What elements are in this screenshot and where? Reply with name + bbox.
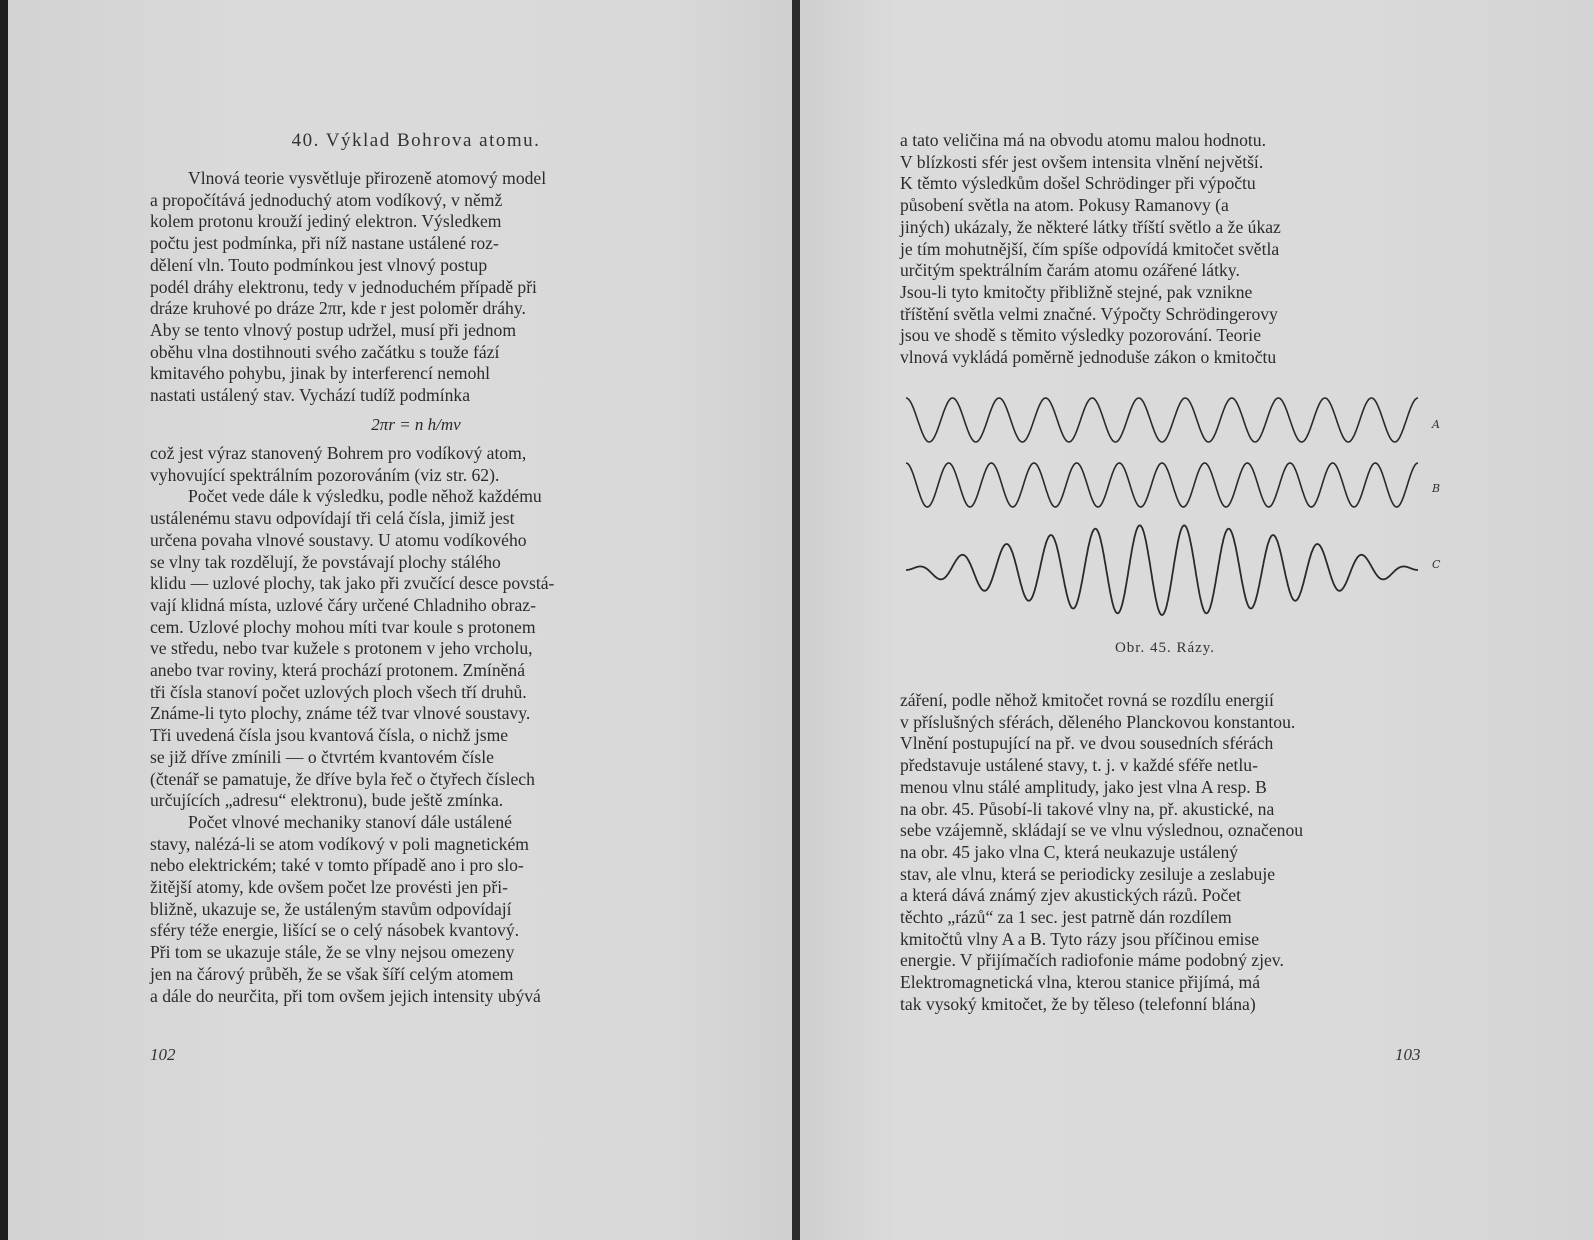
page-number-right: 103 xyxy=(1395,1045,1421,1064)
wave-label-c: C xyxy=(1432,558,1441,571)
text-line: Jsou-li tyto kmitočty přibližně stejné, pak vznikne xyxy=(900,281,1253,302)
text-line: Při tom se ukazuje stále, že se vlny nejsou omezeny xyxy=(150,942,515,963)
wave-label-a: A xyxy=(1432,418,1440,431)
text-line: ustálenému stavu odpovídají tři celá čísla, jimiž jest xyxy=(150,508,515,529)
left-text-block-2 xyxy=(150,443,682,1007)
text-line: cem. Uzlové plochy mohou míti tvar koule s protonem xyxy=(150,616,536,637)
page-number-left: 102 xyxy=(150,1045,176,1064)
text-line: Počet vlnové mechaniky stanoví dále ustálené xyxy=(188,811,512,832)
text-line: na obr. 45 jako vlna C, která neukazuje ustálený xyxy=(900,841,1239,862)
text-line: vyhovující spektrálním pozorováním (viz str. 62). xyxy=(150,464,500,485)
section-heading: 40. Výklad Bohrova atomu. xyxy=(291,130,541,151)
text-line: stavy, nalézá-li se atom vodíkový v poli magnetickém xyxy=(150,833,529,854)
text-line: a propočítává jednoduchý atom vodíkový, v němž xyxy=(150,189,503,210)
text-line: což jest výraz stanovený Bohrem pro vodíkový atom, xyxy=(150,443,527,463)
formula: 2πr = n h/mv xyxy=(371,415,461,434)
text-line: anebo tvar roviny, která prochází protonem. Zmíněná xyxy=(150,660,526,681)
text-line: (čtenář se pamatuje, že dříve byla řeč o čtyřech číslech xyxy=(150,768,535,789)
text-line: oběhu vlna dostihnouti svého začátku s touže fází xyxy=(150,341,500,362)
text-line: žitější atomy, kde ovšem počet lze provésti jen při- xyxy=(150,877,508,898)
text-line: a dále do neurčita, při tom ovšem jejich intensity ubývá xyxy=(150,985,541,1006)
text-line: nebo elektrickém; také v tomto případě ano i pro slo- xyxy=(150,855,524,876)
text-line: sebe vzájemně, skládají se ve vlnu výslednou, označenou xyxy=(900,820,1304,841)
text-line: záření, podle něhož kmitočet rovná se rozdílu energií xyxy=(900,690,1274,710)
book-gutter xyxy=(792,0,800,1240)
text-line: kmitočtů vlny A a B. Tyto rázy jsou příčinou emise xyxy=(900,928,1260,949)
text-line: bližně, ukazuje se, že ustáleným stavům odpovídají xyxy=(150,898,512,919)
text-line: ve středu, nebo tvar kužele s protonem v jeho vrcholu, xyxy=(150,638,533,659)
text-line: Tři uvedená čísla jsou kvantová čísla, o nichž jsme xyxy=(150,725,509,746)
text-line: jen na čárový průběh, že se však šíří celým atomem xyxy=(150,963,514,984)
text-line: se již dříve zmínili — o čtvrtém kvantovém čísle xyxy=(150,746,494,767)
text-line: těchto „rázů“ za 1 sec. jest patrně dán rozdílem xyxy=(900,907,1232,928)
text-line: Počet vede dále k výsledku, podle něhož každému xyxy=(188,486,542,507)
text-line: kmitavého pohybu, jinak by interferencí nemohl xyxy=(150,363,491,384)
text-line: dělení vln. Touto podmínkou jest vlnový postup xyxy=(150,254,488,275)
text-line: je tím mohutnější, čím spíše odpovídá kmitočet světla xyxy=(900,238,1280,259)
text-line: se vlny tak rozdělují, že povstávají plochy stálého xyxy=(150,551,501,572)
text-line: vají klidná místa, uzlové čáry určené Chladniho obraz- xyxy=(150,594,536,615)
wave-a xyxy=(906,398,1418,442)
wave-label-b: B xyxy=(1432,482,1441,495)
text-line: Vlnění postupující na př. ve dvou sousedních sférách xyxy=(900,733,1274,754)
text-line: Známe-li tyto plochy, známe též tvar vlnové soustavy. xyxy=(150,703,531,724)
text-line: tři čísla stanoví počet uzlových ploch všech tří druhů. xyxy=(150,681,527,702)
text-line: energie. V přijímačích radiofonie máme podobný zjev. xyxy=(900,950,1284,971)
text-line: působení světla na atom. Pokusy Ramanovy (a xyxy=(900,195,1229,216)
left-text-block-1 xyxy=(150,168,682,407)
text-line: nastati ustálený stav. Vychází tudíž podmínka xyxy=(150,385,471,406)
text-line: jsou ve shodě s těmito výsledky pozorování. Teorie xyxy=(900,325,1262,346)
text-line: dráze kruhové po dráze 2πr, kde r jest poloměr dráhy. xyxy=(150,298,526,319)
text-line: určujících „adresu“ elektronu), bude ještě zmínka. xyxy=(150,790,504,811)
text-line: Elektromagnetická vlna, kterou stanice přijímá, má xyxy=(900,972,1261,993)
text-line: jiných) ukázaly, že některé látky tříští světlo a že úkaz xyxy=(900,216,1281,237)
text-line: určena povaha vlnové soustavy. U atomu vodíkového xyxy=(150,529,527,550)
text-line: a tato veličina má na obvodu atomu malou hodnotu. xyxy=(900,130,1266,150)
text-line: sféry téže energie, lišící se o celý násobek kvantový. xyxy=(150,920,520,941)
text-line: představuje ustálené stavy, t. j. v každé sféře netlu- xyxy=(900,755,1258,776)
text-line: Vlnová teorie vysvětluje přirozeně atomový model xyxy=(188,168,547,188)
text-line: a která dává známý zjev akustických rázů. Počet xyxy=(900,885,1241,906)
text-line: tříštění světla velmi značné. Výpočty Schrödingerovy xyxy=(900,303,1278,324)
text-line: menou vlnu stálé amplitudy, jako jest vlna A resp. B xyxy=(900,776,1267,797)
beats-figure xyxy=(898,390,1468,630)
text-line: podél dráhy elektronu, tedy v jednoduchém případě při xyxy=(150,276,537,297)
text-line: stav, ale vlnu, která se periodicky zesiluje a zeslabuje xyxy=(900,863,1276,884)
text-line: V blízkosti sfér jest ovšem intensita vlnění největší. xyxy=(900,151,1264,172)
text-line: na obr. 45. Působí-li takové vlny na, př. akustické, na xyxy=(900,798,1275,819)
text-line: vlnová vykládá poměrně jednoduše zákon o kmitočtu xyxy=(900,347,1277,368)
wave-b xyxy=(906,463,1418,507)
right-text-block-1 xyxy=(900,130,1430,369)
text-line: kolem protonu krouží jediný elektron. Výsledkem xyxy=(150,211,502,232)
wave-c xyxy=(906,525,1418,615)
text-line: počtu jest podmínka, při níž nastane ustálené roz- xyxy=(150,233,499,254)
text-line: klidu — uzlové plochy, tak jako při zvučící desce povstá- xyxy=(150,573,555,594)
figure-caption: Obr. 45. Rázy. xyxy=(1114,640,1216,656)
text-line: K těmto výsledkům došel Schrödinger při výpočtu xyxy=(900,173,1256,194)
text-line: v příslušných sférách, děleného Planckovou konstantou. xyxy=(900,711,1296,732)
text-line: Aby se tento vlnový postup udržel, musí při jednom xyxy=(150,319,517,340)
text-line: určitým spektrálním čarám atomu ozářené látky. xyxy=(900,260,1240,281)
right-text-block-2 xyxy=(900,690,1430,1016)
text-line: tak vysoký kmitočet, že by těleso (telefonní blána) xyxy=(900,993,1256,1014)
